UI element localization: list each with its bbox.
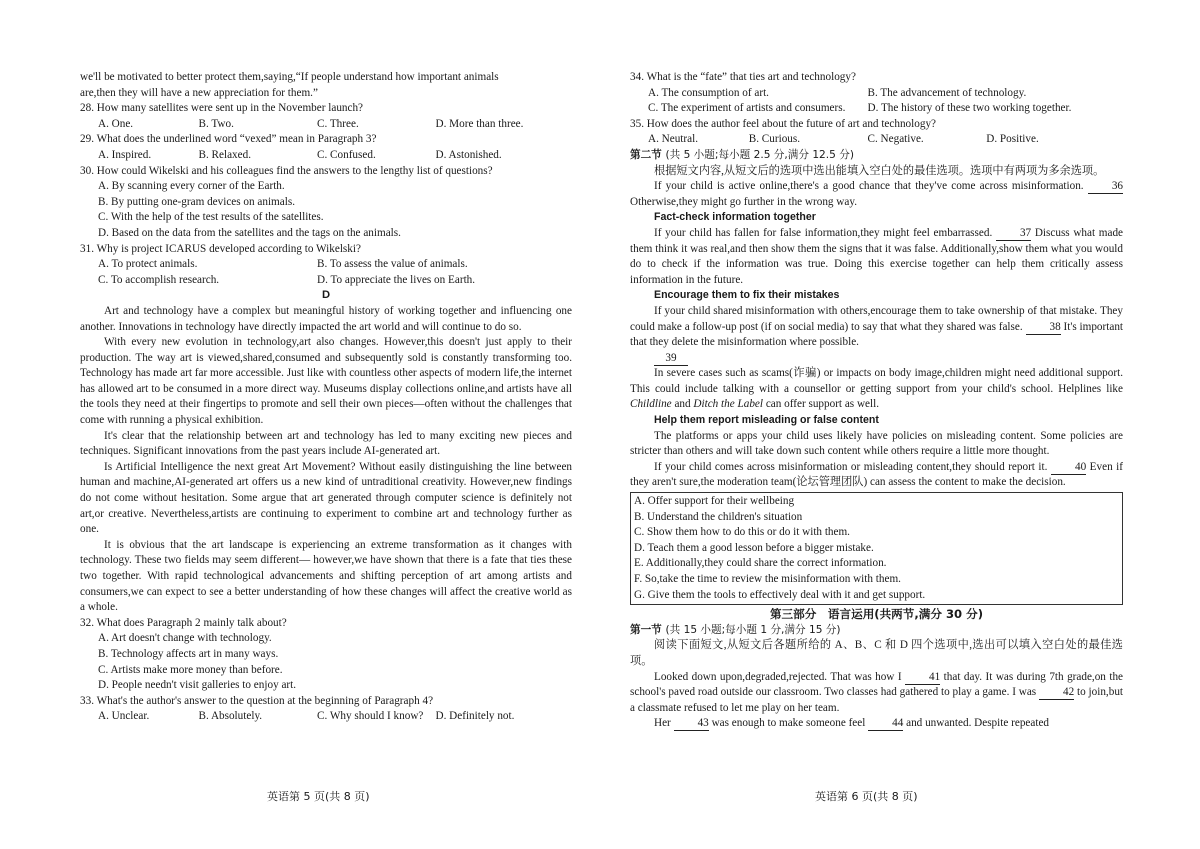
section-2-subtitle: (共 5 小题;每小题 2.5 分,满分 12.5 分) [665,148,855,161]
page-footer-right: 英语第 6 页(共 8 页) [815,790,918,803]
q34-options-row2 [630,101,1123,117]
blank-41[interactable]: 41 [905,671,940,685]
q33-option-c: C. Why should I know? [317,710,424,723]
q28-option-a: A. One. [98,117,134,130]
q31-options-row1 [80,257,572,273]
q35-option-d: D. Positive. [986,133,1039,146]
q32-option-c: C. Artists make more money than before. [98,663,283,676]
q33-option-b: B. Absolutely. [198,710,263,723]
s3-p2-b: was enough to make someone feel [711,717,866,730]
q33-option-d: D. Definitely not. [435,710,515,723]
q33-stem: 33. What's the author's answer to the question at the beginning of Paragraph 4? [80,694,434,707]
blank-40[interactable]: 40 [1051,461,1086,475]
subheading-encourage: Encourage them to fix their mistakes [654,289,840,302]
s2-p4-ditch-the-label: Ditch the Label [693,398,764,411]
s2-paragraph-5: The platforms or apps your child uses likely have policies on misleading content. Some policies are stricter than others and will take down such content while others require a little more thought. [630,429,1123,458]
q35-stem: 35. How does the author feel about the future of art and technology? [630,117,937,130]
choice-c: C. Show them how to do this or do it with them. [634,526,850,539]
s3-p1-c: to join,but a classmate refused to let me play on her team. [630,686,1124,714]
part-3-heading: 第三部分 语言运用(共两节,满分 30 分) [769,607,984,622]
s3-p2-a: Her [654,717,671,730]
q34-option-a: A. The consumption of art. [648,86,769,99]
s2-p2-after: Discuss what made them think it was real,and then show them the signs that it was false. Additionally,show them what you would do to check if the information was true. Doing this exercise together can help them critically assess information in the future. [630,226,1124,286]
q31-option-c: C. To accomplish research. [98,273,220,286]
passage-d-paragraph-4: Is Artificial Intelligence the next great Art Movement? Without easily distinguishing the line between human and machine,AI-generated art offers us a new kind of untraditional creativity. However,new findings do not come without hesitation. Some argue that art generated through computer science is definitely not art,or creative. Nevertheless,artists are continuing to experiment to combine art and technology further as one. [80,460,572,536]
q35-option-c: C. Negative. [867,133,924,146]
q30-option-b: B. By putting one-gram devices on animals. [98,195,295,208]
s2-p4-a: In severe cases such as scams(诈骗) or impacts on body image,children might need additional support. This could include talking with a counsellor or getting support from your child's school. Helplines like [630,367,1123,395]
page-footer-left: 英语第 5 页(共 8 页) [267,790,370,803]
s2-paragraph-6 [630,460,1123,491]
passage-d-paragraph-1: Art and technology have a complex but meaningful history of working together and influencing one another. Innovations in technology have directly impacted the art world and will continue to do so. [80,304,572,333]
passage-d-paragraph-3: It's clear that the relationship between art and technology has led to many exciting new pieces and techniques. Significant innovations from the past years include AI-generated art. [80,429,572,458]
q34-option-b: B. The advancement of technology. [867,86,1027,99]
q34-stem: 34. What is the “fate” that ties art and technology? [630,71,856,83]
q32-option-d: D. People needn't visit galleries to enjoy art. [98,679,297,692]
s2-p4-childline: Childline [630,398,672,411]
q31-option-b: B. To assess the value of animals. [317,258,468,271]
intro-line-2: are,then they will have a new appreciation for them.” [80,86,318,99]
q29-options [80,148,572,164]
s2-p2-before: If your child has fallen for false information,they might feel embarrassed. [654,226,993,239]
s3-p1-b: that day. It was during 7th grade,on the school's paved road outside our classroom. Two classes had gathered to play a game. I was [630,670,1124,699]
s2-p1-after: Otherwise,they might go further in the wrong way. [630,195,858,208]
q34-option-d: D. The history of these two working together. [867,102,1072,115]
q35-option-a: A. Neutral. [648,133,699,146]
section-3-title: 第一节 [630,623,662,636]
s3-p1-a: Looked down upon,degraded,rejected. That was how I [654,670,902,683]
q28-option-d: D. More than three. [435,117,524,130]
subheading-fact-check: Fact-check information together [654,211,816,224]
s2-p6-after: Even if they aren't sure,the moderation team(论坛管理团队) can assess the content to make the decision. [630,460,1124,489]
blank-37[interactable]: 37 [996,227,1031,241]
subheading-report: Help them report misleading or false content [654,414,879,427]
q28-options [80,117,572,133]
q34-options-row1 [630,86,1123,102]
q31-option-a: A. To protect animals. [98,258,198,271]
left-column [80,70,572,725]
q32-stem: 32. What does Paragraph 2 mainly talk about? [80,616,287,629]
s2-paragraph-4 [630,366,1123,413]
choice-f: F. So,take the time to review the misinformation with them. [634,573,901,585]
s2-p3-after: It's important that they delete the misinformation where possible. [630,320,1124,349]
section-3-instruction: 阅读下面短文,从短文后各题所给的 A、B、C 和 D 四个选项中,选出可以填入空白处的最佳选项。 [630,639,1123,667]
s3-paragraph-2 [630,716,1123,732]
q31-stem: 31. Why is project ICARUS developed according to Wikelski? [80,242,361,255]
q29-option-b: B. Relaxed. [198,148,252,161]
q32-option-b: B. Technology affects art in many ways. [98,647,279,660]
q33-options [80,709,572,725]
s2-p4-b: can offer support as well. [765,398,879,411]
q29-option-d: D. Astonished. [435,148,502,161]
section-2-instruction: 根据短文内容,从短文后的选项中选出能填入空白处的最佳选项。选项中有两项为多余选项。 [654,164,1105,177]
q28-option-b: B. Two. [198,117,234,130]
s3-paragraph-1 [630,670,1123,717]
choice-a: A. Offer support for their wellbeing [634,495,795,508]
choice-d: D. Teach them a good lesson before a bigger mistake. [634,541,874,554]
q30-option-c: C. With the help of the test results of the satellites. [98,211,324,224]
blank-39-line [630,351,1123,367]
s2-paragraph-1 [630,179,1123,210]
s2-paragraph-2 [630,226,1123,288]
s2-paragraph-3 [630,304,1123,351]
q35-option-b: B. Curious. [748,133,801,146]
blank-42[interactable]: 42 [1039,686,1074,700]
q31-options-row2 [80,273,572,289]
q28-option-c: C. Three. [317,117,359,130]
blank-38[interactable]: 38 [1026,321,1061,335]
q35-options [630,132,1123,148]
s2-p1-text: If your child is active online,there's a good chance that they've come across misinformation. [654,180,1084,193]
q30-option-d: D. Based on the data from the satellites and the tags on the animals. [98,226,401,239]
blank-36[interactable]: 36 [1088,180,1123,194]
q33-option-a: A. Unclear. [98,710,150,723]
section-2-title: 第二节 [630,148,662,161]
s3-p2-c: and unwanted. Despite repeated [906,717,1050,730]
section-3-subtitle: (共 15 小题;每小题 1 分,满分 15 分) [665,623,841,636]
choice-g: G. Give them the tools to effectively deal with it and get support. [634,588,926,601]
q32-option-a: A. Art doesn't change with technology. [98,632,272,645]
q30-option-a: A. By scanning every corner of the Earth. [98,180,285,193]
blank-43[interactable]: 43 [674,717,709,731]
q28-stem: 28. How many satellites were sent up in the November launch? [80,102,364,115]
passage-d-paragraph-2: With every new evolution in technology,art also changes. However,this doesn't just apply to their production. The way art is viewed,shared,consumed and subsequently sold is constantly transforming too. Technology has made art far more accessible. Just like with countless other aspects of modern life,the internet has allowed art to be consumed in a more direct way. Museums display collections online,and artists have all the tools they need at their fingertips to promote and sell their own pieces—often without the challenges that come with running a physical exhibition. [80,336,572,427]
section-3-heading [630,623,1123,639]
q34-option-c: C. The experiment of artists and consumers. [648,102,846,115]
blank-44[interactable]: 44 [868,717,903,731]
s2-p6-text: If your child comes across misinformation or misleading content,they should report it. [654,460,1048,473]
intro-line-1: we'll be motivated to better protect them,saying,“If people understand how important animals [80,71,499,83]
q29-option-a: A. Inspired. [98,148,152,161]
passage-d-paragraph-5: It is obvious that the art landscape is experiencing an extreme transformation as it changes with technology. These two fields may seem different— however,we have shown that there is a fate that ties these two together. With rapid technological advancements and shifting perception of art among artists and consumers,we can expect to see a better understanding of how these changes will affect the creative world as a whole. [80,538,572,614]
passage-d-label: D [321,289,331,302]
options-box [630,492,1123,605]
s2-p3-before: If your child shared misinformation with others,encourage them to take ownership of that mistake. They could make a follow-up post (if on social media) to say that what they shared was false. [630,304,1123,333]
q29-option-c: C. Confused. [317,148,376,161]
q29-stem: 29. What does the underlined word “vexed” mean in Paragraph 3? [80,133,377,146]
choice-b: B. Understand the children's situation [634,510,803,523]
choice-e: E. Additionally,they could share the correct information. [634,557,887,570]
s2-p4-and: and [674,398,691,411]
blank-39[interactable]: 39 [654,352,688,366]
right-column [630,70,1123,732]
q30-stem: 30. How could Wikelski and his colleagues find the answers to the lengthy list of questions? [80,164,493,177]
section-2-heading [630,148,1123,164]
q31-option-d: D. To appreciate the lives on Earth. [317,273,476,286]
